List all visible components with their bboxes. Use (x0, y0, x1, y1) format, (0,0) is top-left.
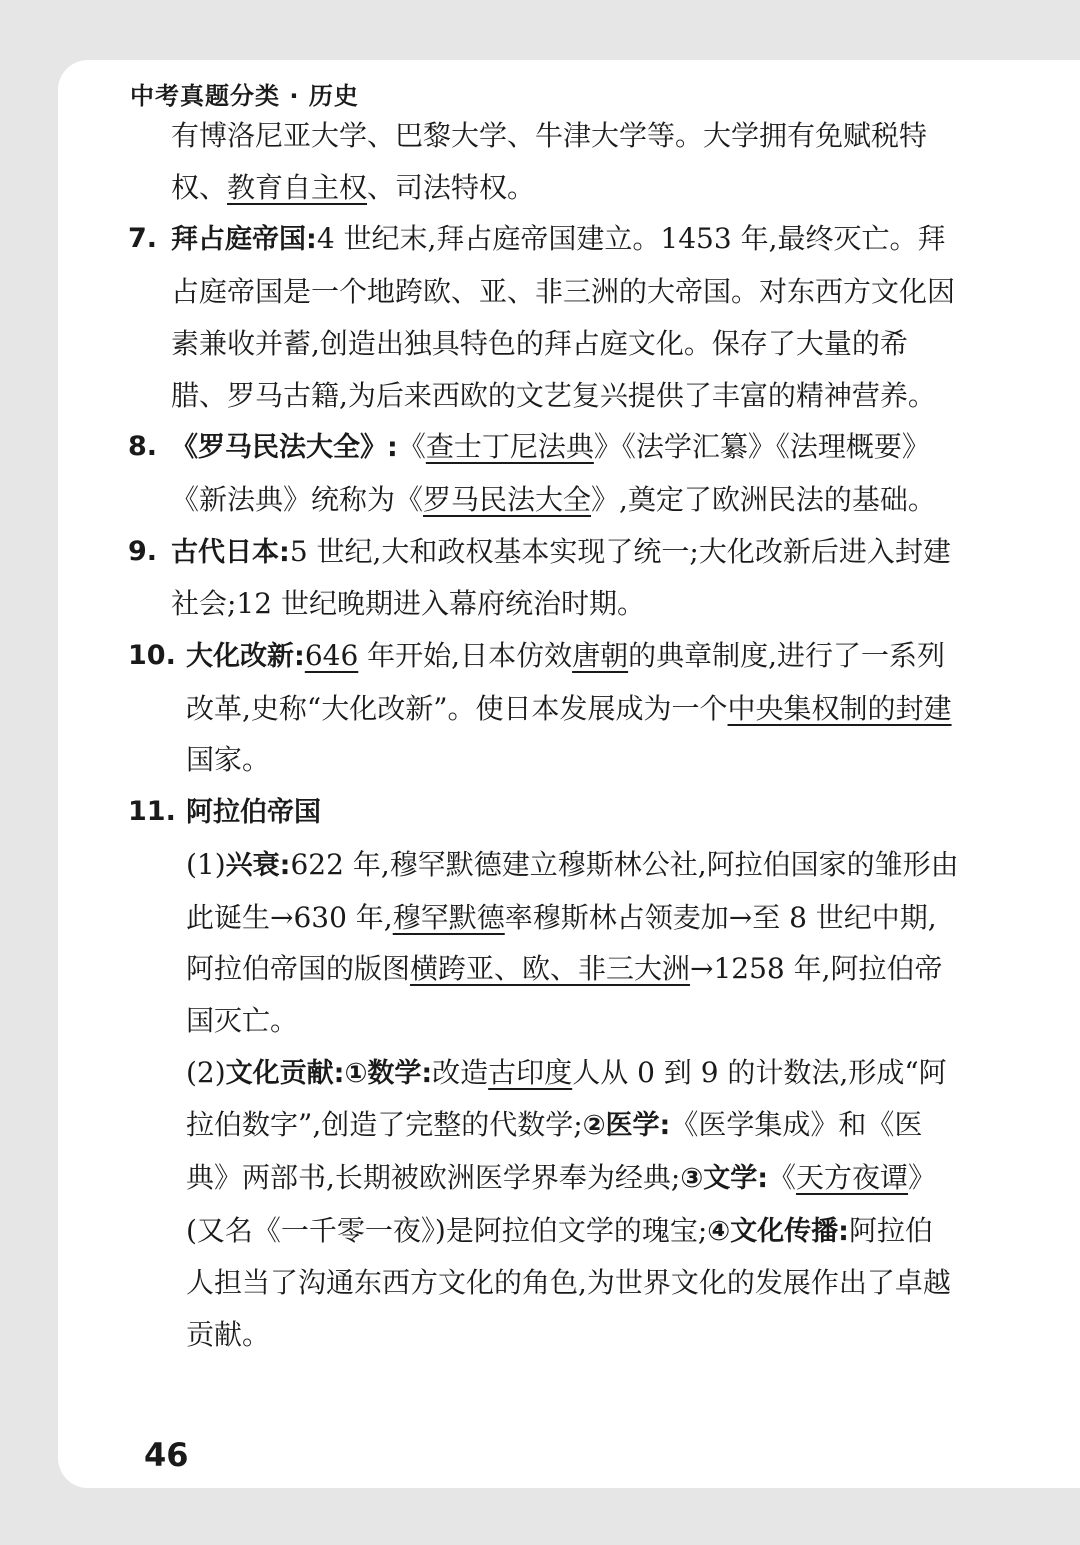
text: 《 (768, 1161, 797, 1195)
text: 《 (397, 430, 426, 464)
text: 《医学集成》和《医典》两部书,长期被欧洲医学界奉为经典; (186, 1108, 923, 1195)
text: 》《法学汇纂》《法理概要》《新法典》统称为《 (171, 430, 930, 516)
text: 》,奠定了欧洲民法的基础。 (591, 482, 936, 516)
underlined-term: 罗马民法大全 (423, 482, 592, 516)
item-10 (58, 630, 1080, 786)
item-title: 《罗马民法大全》: (171, 432, 398, 464)
sub-prefix: (2) (186, 1055, 226, 1089)
item-9 (58, 526, 1080, 630)
underlined-term: 教育自主权 (227, 170, 368, 204)
text: 年开始,日本仿效 (358, 639, 573, 673)
item-8 (58, 421, 1080, 525)
item-number: 10. (128, 640, 176, 672)
underlined-term: 穆罕默德 (392, 900, 505, 934)
topic-label: ③文学: (680, 1163, 769, 1195)
item-number: 8. (128, 431, 158, 463)
item-11-sub-2 (58, 1047, 1080, 1361)
item-title: 阿拉伯帝国 (186, 797, 321, 829)
item-number: 11. (128, 796, 176, 828)
text: 的典章制度,进行了一系列改革,史称“大化改新”。使日本发展成为一个 (186, 639, 945, 725)
item-text: 5 世纪,大和政权基本实现了统一;大化改新后进入封建社会;12 世纪晚期进入幕府统治时期。 (171, 534, 951, 621)
item-title: 大化改新: (186, 641, 305, 673)
page-content (58, 110, 1080, 1361)
text: 改造 (432, 1055, 489, 1089)
continued-paragraph (58, 110, 1080, 213)
page-sheet (58, 60, 1080, 1488)
sub-title: 兴衰: (225, 849, 291, 881)
text: 》(又名《一千零一夜》)是阿拉伯文学的瑰宝; (186, 1161, 937, 1247)
underlined-term: 唐朝 (572, 639, 629, 673)
sub-title: 文化贡献: (225, 1057, 345, 1089)
item-text: 4 世纪末,拜占庭帝国建立。1453 年,最终灭亡。拜占庭帝国是一个地跨欧、亚、非三洲的大帝国。对东西方文化因素兼收并蓄,创造出独具特色的拜占庭文化。保存了大量的希腊、罗马古籍,为后来西欧的文艺复兴提供了丰富的精神营养。 (171, 222, 956, 412)
text: 阿拉伯人担当了沟通东西方文化的角色,为世界文化的发展作出了卓越贡献。 (186, 1213, 951, 1352)
topic-label: ④文化传播: (707, 1215, 849, 1247)
page-number: 46 (144, 1436, 189, 1474)
text: 国家。 (186, 743, 271, 777)
underlined-term: 天方夜谭 (796, 1161, 909, 1195)
text: 人从 0 到 9 的计数法,形成“阿拉伯数字”,创造了完整的代数学; (186, 1055, 947, 1142)
text: 率穆斯林占领麦加→至 8 世纪中期,阿拉伯帝国的版图 (186, 900, 937, 986)
item-7 (58, 213, 1080, 421)
underlined-term: 古印度 (488, 1055, 573, 1089)
running-header: 中考真题分类 · 历史 (130, 82, 359, 110)
text: →1258 年,阿拉伯帝国灭亡。 (186, 952, 943, 1037)
item-11-sub-1 (58, 839, 1080, 1047)
underlined-term: 查士丁尼法典 (425, 430, 594, 464)
item-number: 9. (128, 535, 158, 567)
item-title: 拜占庭帝国: (171, 224, 317, 256)
topic-label: ①数学: (344, 1057, 433, 1089)
item-number: 7. (128, 223, 158, 255)
underlined-term: 横跨亚、欧、非三大洲 (410, 952, 691, 986)
text: 、司法特权。 (367, 170, 536, 204)
underlined-term: 646 (304, 639, 359, 673)
item-title: 古代日本: (171, 536, 290, 568)
topic-label: ②医学: (582, 1110, 671, 1142)
item-11 (58, 786, 1080, 839)
underlined-term: 中央集权制的封建 (727, 691, 952, 725)
sub-prefix: (1) (186, 847, 226, 881)
text: 有博洛尼亚大学、巴黎大学、牛津大学等。大学拥有免赋税特权、 (171, 119, 928, 204)
text: 622 年,穆罕默德建立穆斯林公社,阿拉伯国家的雏形由此诞生→630 年, (186, 847, 959, 934)
